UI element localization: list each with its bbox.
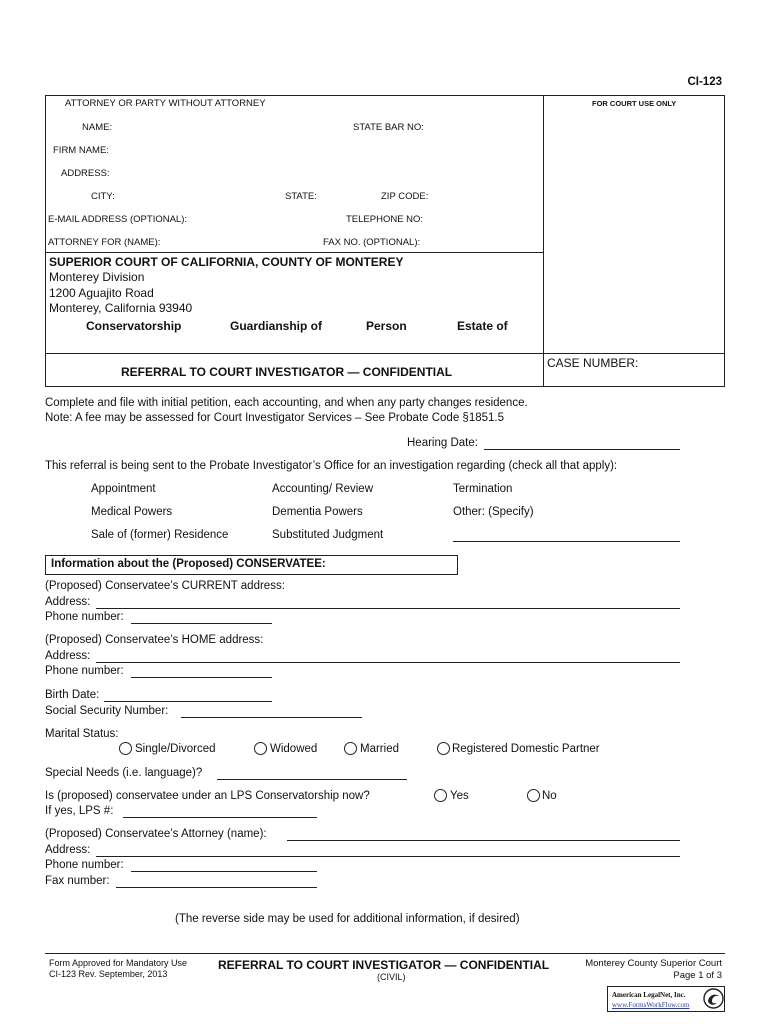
referral-text: This referral is being sent to the Probate Investigator’s Office for an investigation regarding (check all that apply): <box>45 460 618 472</box>
home-address-label: Address: <box>45 650 91 662</box>
fax-label: FAX NO. (OPTIONAL): <box>323 237 421 248</box>
hearing-date-field[interactable] <box>484 449 680 450</box>
footer-title: REFERRAL TO COURT INVESTIGATOR — CONFIDENTIAL <box>218 958 550 972</box>
lps-question: Is (proposed) conservatee under an LPS Conservatorship now? <box>45 790 370 802</box>
form-title: REFERRAL TO COURT INVESTIGATOR — CONFIDENTIAL <box>121 365 453 379</box>
court-name: SUPERIOR COURT OF CALIFORNIA, COUNTY OF MONTEREY <box>49 255 404 269</box>
radio-lps-yes[interactable] <box>434 789 447 802</box>
current-address-label: Address: <box>45 596 91 608</box>
attorney-address-field[interactable] <box>96 856 680 857</box>
current-phone-field[interactable] <box>131 623 272 624</box>
ssn-label: Social Security Number: <box>45 705 169 717</box>
publisher-logo-icon <box>703 988 724 1009</box>
court-use-label: FOR COURT USE ONLY <box>592 99 677 108</box>
email-label: E-MAIL ADDRESS (OPTIONAL): <box>48 214 188 225</box>
attorney-name-label: (Proposed) Conservatee’s Attorney (name): <box>45 828 267 840</box>
matter-guardianship: Guardianship of <box>230 319 323 333</box>
zip-label: ZIP CODE: <box>381 191 429 202</box>
court-street: 1200 Aguajito Road <box>49 286 154 300</box>
attorney-address-label: Address: <box>45 844 91 856</box>
court-city: Monterey, California 93940 <box>49 301 193 315</box>
matter-estate: Estate of <box>457 319 508 333</box>
state-bar-label: STATE BAR NO: <box>353 122 424 133</box>
footer-page: Page 1 of 3 <box>673 970 722 981</box>
hearing-date-label: Hearing Date: <box>407 437 478 449</box>
case-number-label: CASE NUMBER: <box>547 356 639 370</box>
instructions-line2: Note: A fee may be assessed for Court Investigator Services – See Probate Code §1851.5 <box>45 412 504 424</box>
footer-approved: Form Approved for Mandatory Use <box>49 958 188 968</box>
court-use-divider <box>543 95 544 387</box>
matter-conservatorship: Conservatorship <box>86 319 182 333</box>
attorney-fax-field[interactable] <box>116 887 317 888</box>
publisher-url[interactable]: www.FormsWorkFlow.com <box>612 1001 690 1009</box>
attorney-for-label: ATTORNEY FOR (NAME): <box>48 237 161 248</box>
check-termination[interactable]: Termination <box>453 483 513 495</box>
marital-status-label: Marital Status: <box>45 728 119 740</box>
check-medical-powers[interactable]: Medical Powers <box>91 506 173 518</box>
special-needs-label: Special Needs (i.e. language)? <box>45 767 203 779</box>
radio-married[interactable] <box>344 742 357 755</box>
birth-date-field[interactable] <box>104 701 272 702</box>
ssn-field[interactable] <box>181 717 362 718</box>
form-id: CI-123 <box>687 76 722 88</box>
conservatee-section-title: Information about the (Proposed) CONSERVATEE: <box>51 558 326 570</box>
lps-number-field[interactable] <box>123 817 317 818</box>
city-label: CITY: <box>91 191 115 202</box>
other-specify-field[interactable] <box>453 541 680 542</box>
check-appointment[interactable]: Appointment <box>91 483 156 495</box>
attorney-phone-label: Phone number: <box>45 859 124 871</box>
check-sale-residence[interactable]: Sale of (former) Residence <box>91 529 229 541</box>
telephone-label: TELEPHONE NO: <box>346 214 424 225</box>
lps-number-label: If yes, LPS #: <box>45 805 114 817</box>
state-label: STATE: <box>285 191 317 202</box>
marital-rdp-label: Registered Domestic Partner <box>452 743 600 755</box>
court-name-divider <box>45 252 543 253</box>
marital-single-label: Single/Divorced <box>135 743 216 755</box>
attorney-box-title: ATTORNEY OR PARTY WITHOUT ATTORNEY <box>65 98 266 109</box>
firm-label: FIRM NAME: <box>53 145 109 156</box>
home-phone-field[interactable] <box>131 677 272 678</box>
reverse-side-note: (The reverse side may be used for additional information, if desired) <box>175 913 520 925</box>
home-address-field[interactable] <box>96 662 680 663</box>
attorney-phone-field[interactable] <box>131 871 317 872</box>
current-phone-label: Phone number: <box>45 611 124 623</box>
marital-married-label: Married <box>360 743 399 755</box>
matter-person: Person <box>366 319 407 333</box>
address-label: ADDRESS: <box>61 168 110 179</box>
attorney-name-field[interactable] <box>287 840 680 841</box>
publisher-name: American LegalNet, Inc. <box>612 991 686 999</box>
lps-yes-label: Yes <box>450 790 469 802</box>
marital-widowed-label: Widowed <box>270 743 318 755</box>
check-other[interactable]: Other: (Specify) <box>453 506 534 518</box>
home-address-heading: (Proposed) Conservatee’s HOME address: <box>45 634 264 646</box>
special-needs-field[interactable] <box>217 779 407 780</box>
footer-rule <box>45 953 725 954</box>
check-substituted-judgment[interactable]: Substituted Judgment <box>272 529 384 541</box>
current-address-heading: (Proposed) Conservatee’s CURRENT address: <box>45 580 285 592</box>
footer-revision: CI-123 Rev. September, 2013 <box>49 969 168 979</box>
footer-subtitle: (CIVIL) <box>377 972 406 982</box>
birth-date-label: Birth Date: <box>45 689 100 701</box>
home-phone-label: Phone number: <box>45 665 124 677</box>
radio-lps-no[interactable] <box>527 789 540 802</box>
footer-court: Monterey County Superior Court <box>585 958 722 969</box>
radio-domestic-partner[interactable] <box>437 742 450 755</box>
instructions-line1: Complete and file with initial petition, each accounting, and when any party changes residence. <box>45 397 528 409</box>
radio-single-divorced[interactable] <box>119 742 132 755</box>
lps-no-label: No <box>542 790 557 802</box>
check-dementia-powers[interactable]: Dementia Powers <box>272 506 363 518</box>
court-division: Monterey Division <box>49 270 145 284</box>
check-accounting-review[interactable]: Accounting/ Review <box>272 483 373 495</box>
current-address-field[interactable] <box>96 608 680 609</box>
attorney-fax-label: Fax number: <box>45 875 110 887</box>
title-divider <box>45 353 725 354</box>
name-label: NAME: <box>82 122 113 133</box>
radio-widowed[interactable] <box>254 742 267 755</box>
